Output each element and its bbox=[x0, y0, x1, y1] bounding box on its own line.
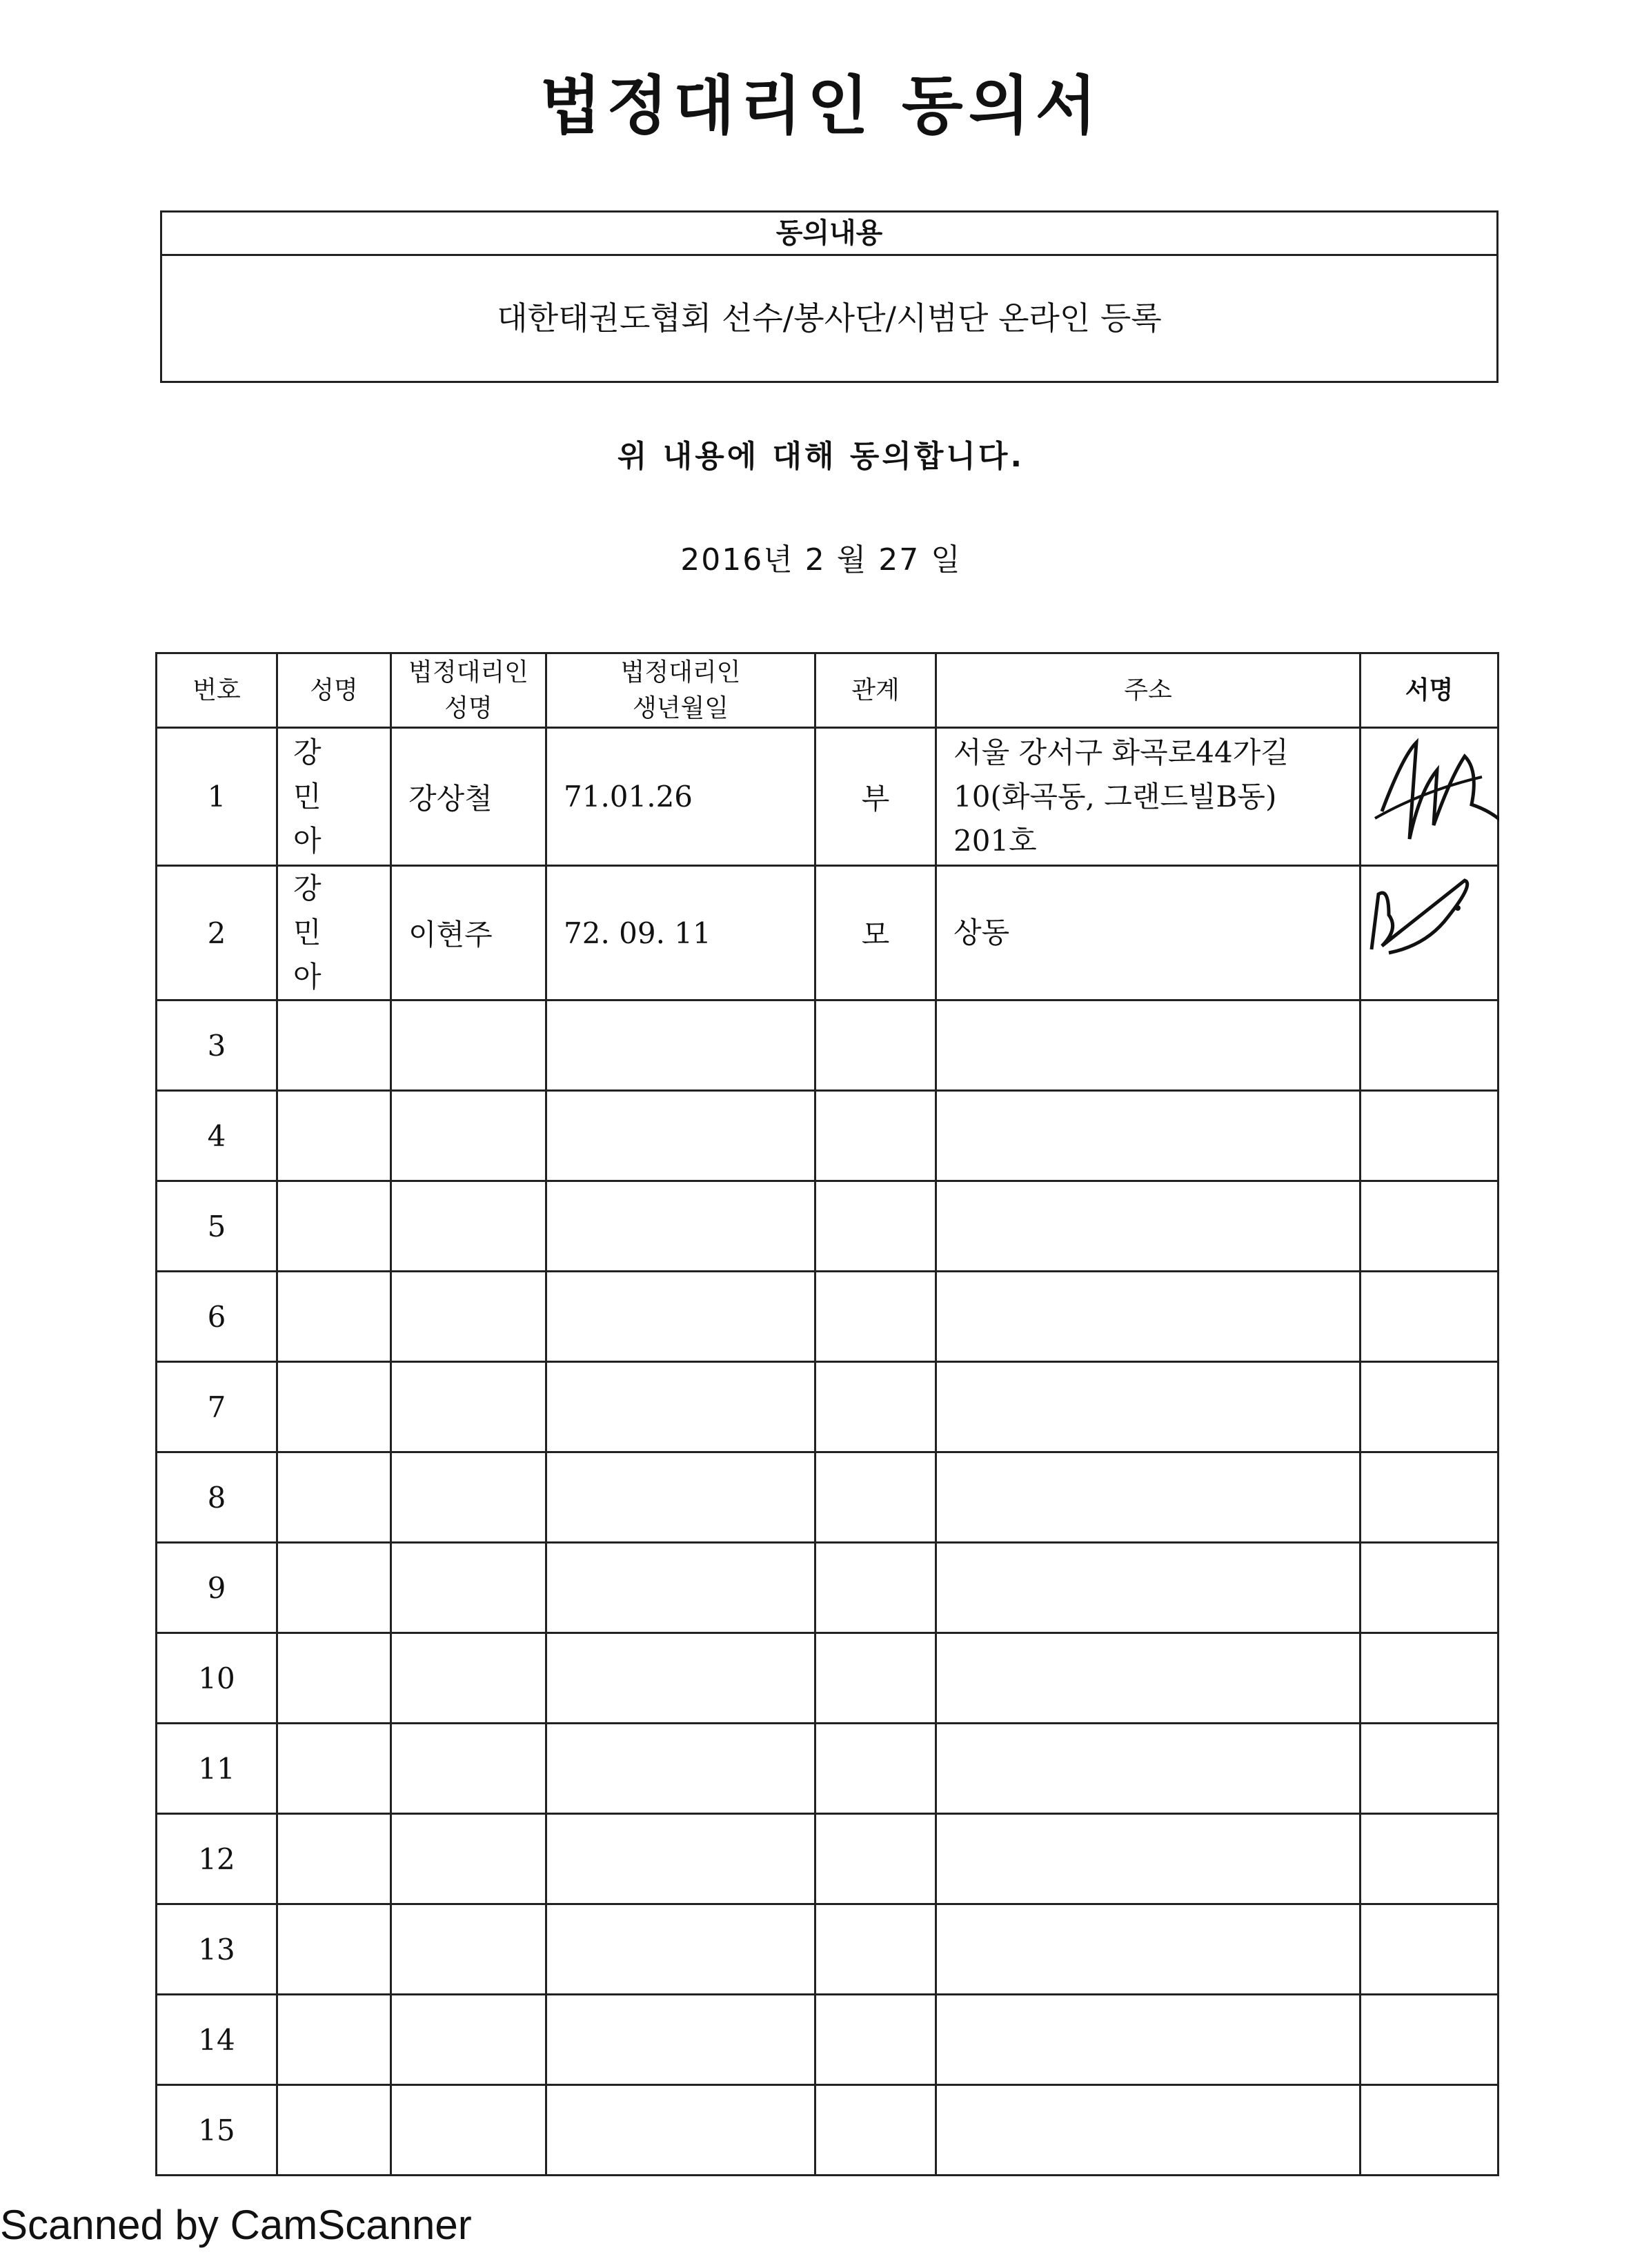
consent-content: 대한태권도협회 선수/봉사단/시범단 온라인 등록 bbox=[497, 299, 1162, 337]
table-row bbox=[157, 1633, 1498, 1724]
relation: 모 bbox=[815, 866, 936, 1000]
guardian-birth: 71.01.26 bbox=[546, 728, 815, 866]
row-number: 7 bbox=[157, 1362, 277, 1452]
header-address: 주소 bbox=[936, 653, 1361, 728]
table-row bbox=[157, 1452, 1498, 1543]
guardian-birth: 72. 09. 11 bbox=[546, 866, 815, 1000]
table-row bbox=[157, 1362, 1498, 1452]
signing-date: 2016년 2 월 27 일 bbox=[680, 542, 962, 578]
row-number: 2 bbox=[157, 866, 277, 1000]
signature-cell bbox=[1361, 866, 1498, 1000]
consent-box bbox=[160, 210, 1498, 383]
row-number: 8 bbox=[157, 1452, 277, 1543]
header-signature: 서명 bbox=[1361, 653, 1498, 728]
table-row bbox=[157, 1724, 1498, 1814]
relation: 부 bbox=[815, 728, 936, 866]
header-name: 성명 bbox=[277, 653, 391, 728]
table-row bbox=[157, 1904, 1498, 1995]
header-guardian-name: 법정대리인 성명 bbox=[391, 653, 546, 728]
row-number: 6 bbox=[157, 1272, 277, 1362]
document-title: 법정대리인 동의서 bbox=[540, 69, 1102, 143]
row-number: 1 bbox=[157, 728, 277, 866]
signature-icon bbox=[1361, 867, 1499, 956]
student-name: 강 민 아 bbox=[277, 866, 391, 1000]
row-number: 3 bbox=[157, 1000, 277, 1091]
guardian-name: 이현주 bbox=[391, 866, 546, 1000]
row-number: 4 bbox=[157, 1091, 277, 1181]
row-number: 14 bbox=[157, 1995, 277, 2085]
table-row bbox=[157, 1543, 1498, 1633]
table-header-row bbox=[157, 653, 1498, 728]
header-no: 번호 bbox=[157, 653, 277, 728]
table-row bbox=[157, 1995, 1498, 2085]
table-row bbox=[157, 1091, 1498, 1181]
row-number: 5 bbox=[157, 1181, 277, 1272]
scanner-watermark: Scanned by CamScanner bbox=[0, 2202, 472, 2248]
guardian-table bbox=[155, 652, 1499, 2176]
row-number: 12 bbox=[157, 1814, 277, 1904]
row-number: 9 bbox=[157, 1543, 277, 1633]
row-number: 11 bbox=[157, 1724, 277, 1814]
table-row bbox=[157, 728, 1498, 866]
table-row bbox=[157, 1000, 1498, 1091]
table-row bbox=[157, 1814, 1498, 1904]
table-row bbox=[157, 1272, 1498, 1362]
header-guardian-birth: 법정대리인 생년월일 bbox=[546, 653, 815, 728]
consent-header: 동의내용 bbox=[162, 213, 1496, 256]
agreement-statement: 위 내용에 대해 동의합니다. bbox=[617, 439, 1025, 474]
row-number: 15 bbox=[157, 2085, 277, 2176]
table-row bbox=[157, 2085, 1498, 2176]
student-name: 강 민 아 bbox=[277, 728, 391, 866]
address: 상동 bbox=[936, 866, 1361, 1000]
table-row bbox=[157, 866, 1498, 1000]
signature-cell bbox=[1361, 728, 1498, 866]
header-relation: 관계 bbox=[815, 653, 936, 728]
row-number: 10 bbox=[157, 1633, 277, 1724]
address: 서울 강서구 화곡로44가길 10(화곡동, 그랜드빌B동) 201호 bbox=[936, 728, 1361, 866]
signature-icon bbox=[1361, 729, 1499, 867]
table-row bbox=[157, 1181, 1498, 1272]
guardian-name: 강상철 bbox=[391, 728, 546, 866]
row-number: 13 bbox=[157, 1904, 277, 1995]
